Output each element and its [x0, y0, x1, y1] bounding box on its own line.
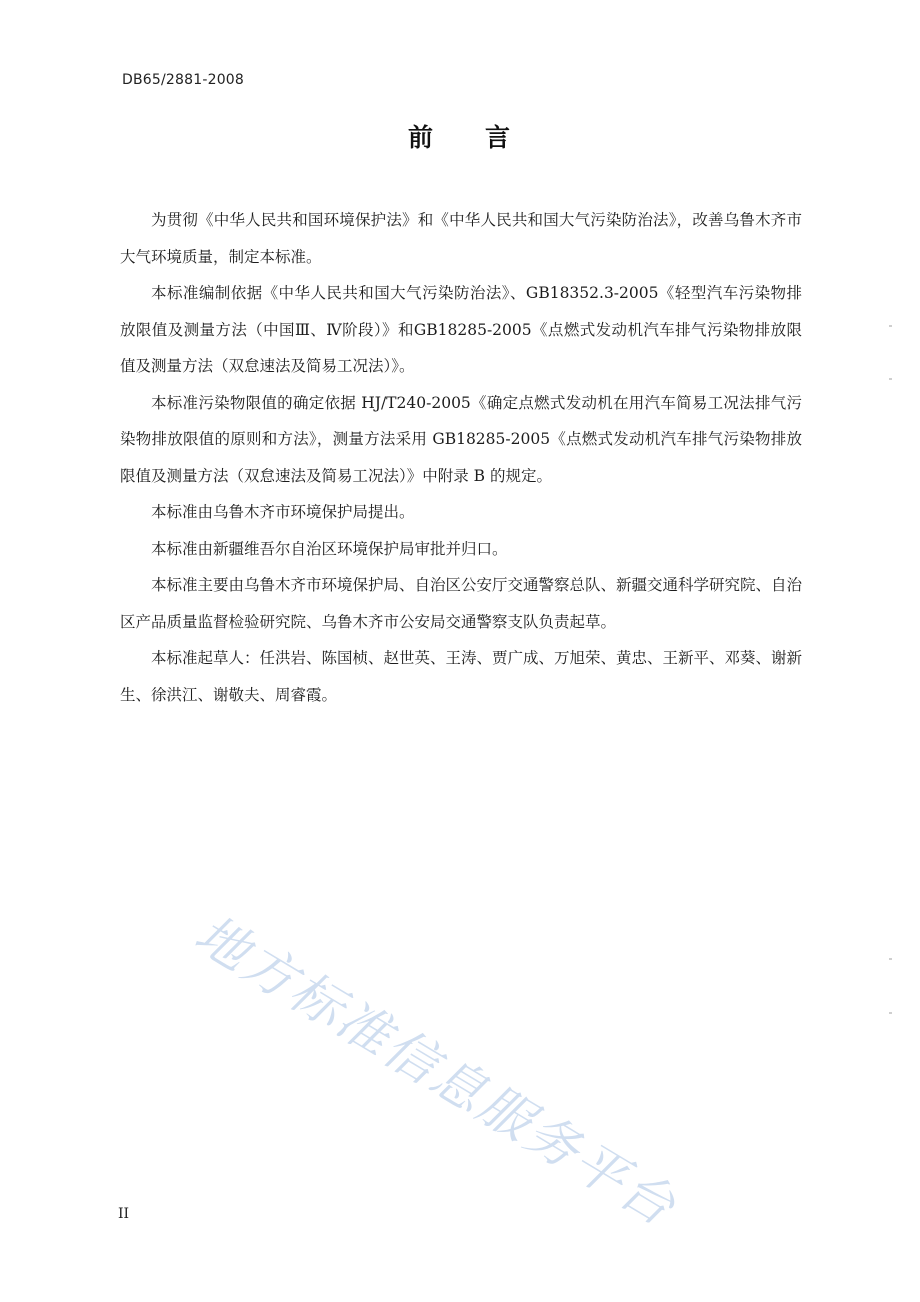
page-number: II — [118, 1206, 130, 1222]
paragraph-basis: 本标准编制依据《中华人民共和国大气污染防治法》、GB18352.3-2005《轻型汽车污染物排放限值及测量方法（中国Ⅲ、Ⅳ阶段）》和GB18285-2005《点燃式发动机汽车排气污染物排放限值及测量方法（双怠速法及简易工况法）》。 — [120, 284, 802, 375]
document-code: DB65/2881-2008 — [122, 72, 245, 88]
paragraph-purpose: 为贯彻《中华人民共和国环境保护法》和《中华人民共和国大气污染防治法》，改善乌鲁木齐市大气环境质量，制定本标准。 — [120, 211, 802, 266]
paragraph-drafting-units: 本标准主要由乌鲁木齐市环境保护局、自治区公安厅交通警察总队、新疆交通科学研究院、自治区产品质量监督检验研究院、乌鲁木齐市公安局交通警察支队负责起草。 — [120, 576, 803, 631]
paragraph-drafters: 本标准起草人：任洪岩、陈国桢、赵世英、王涛、贾广成、万旭荣、黄忠、王新平、邓葵、谢新生、徐洪江、谢敬夫、周睿霞。 — [120, 649, 803, 704]
paragraph-approver: 本标准由新疆维吾尔自治区环境保护局审批并归口。 — [151, 539, 508, 558]
page-title — [0, 118, 920, 154]
foreword-body — [120, 202, 802, 713]
scan-mark — [889, 958, 892, 960]
paragraph-proposer: 本标准由乌鲁木齐市环境保护局提出。 — [151, 503, 415, 521]
title-char-2: 言 — [485, 123, 513, 152]
scan-mark — [889, 378, 892, 380]
scan-mark — [889, 1012, 892, 1014]
scan-mark — [889, 325, 892, 327]
title-char-1: 前 — [407, 123, 435, 152]
paragraph-limits-method: 本标准污染物限值的确定依据 HJ/T240-2005《确定点燃式发动机在用汽车简易工况法排气污染物排放限值的原则和方法》，测量方法采用 GB18285-2005《点燃式发动机汽车排气污染物排放限值及测量方法（双怠速法及简易工况法）》中附录 B 的规定。 — [120, 393, 802, 485]
watermark: 地方标准信息服务平台 — [184, 904, 687, 1239]
